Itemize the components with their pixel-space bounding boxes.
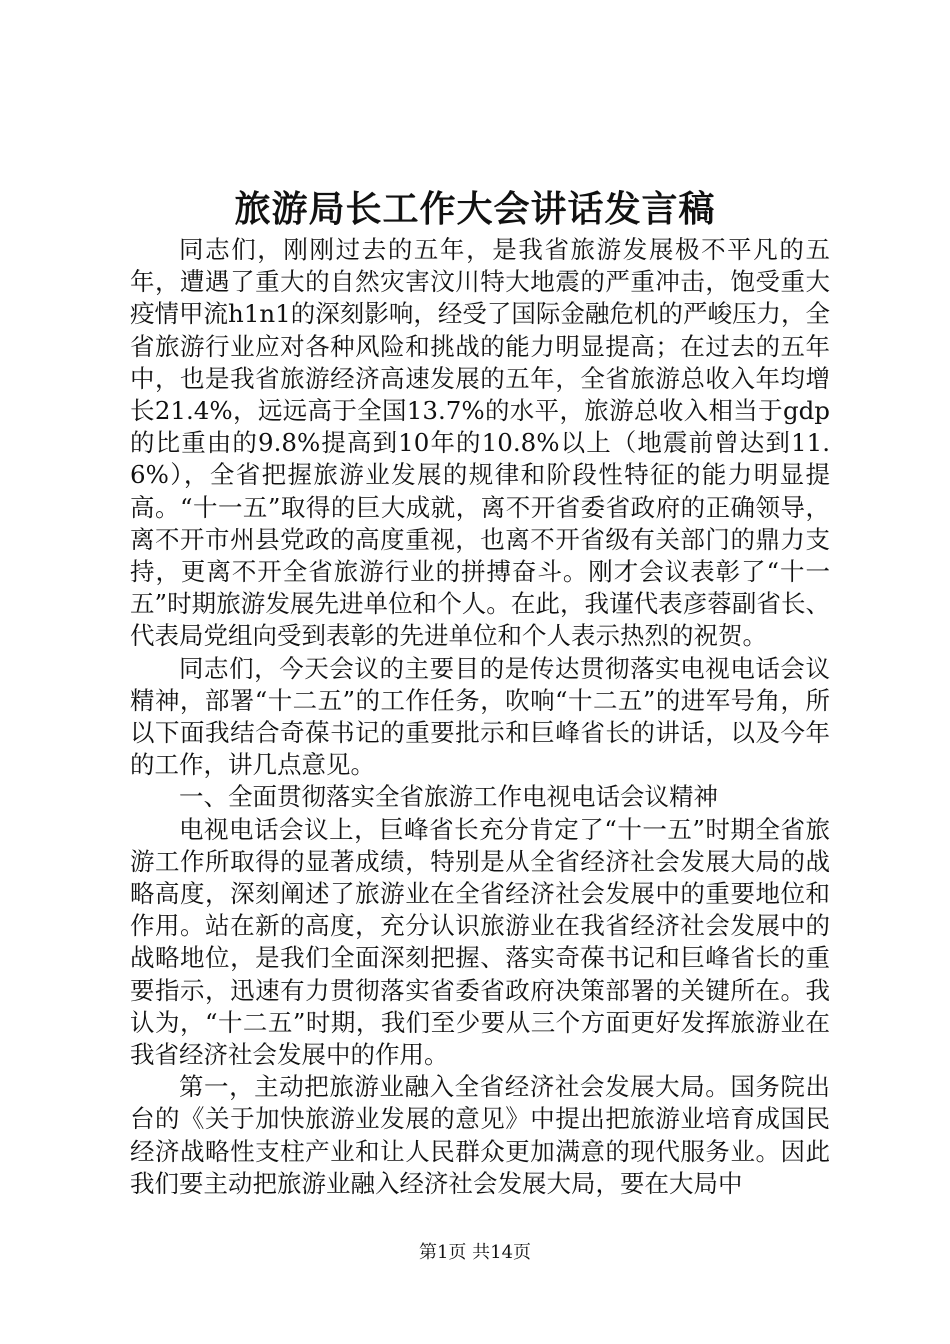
- section-heading-1: 一、全面贯彻落实全省旅游工作电视电话会议精神: [179, 782, 718, 812]
- document-body: [130, 234, 830, 1200]
- page-footer: 第1页 共14页: [418, 1242, 532, 1263]
- paragraph-section-1: 电视电话会议上，巨峰省长充分肯定了“十一五”时期全省旅游工作所取得的显著成绩，特别是从全省经济社会发展大局的战略高度，深刻阐述了旅游业在全省经济社会发展中的重要地位和作用。站在新的高度，充分认识旅游业在我省经济社会发展中的战略地位，是我们全面深刻把握、落实奇葆书记和巨峰省长的重要指示，迅速有力贯彻落实省委省政府决策部署的关键所在。我认为，“十二五”时期，我们至少要从三个方面更好发挥旅游业在我省经济社会发展中的作用。: [130, 814, 830, 1070]
- paragraph-first-point: 第一，主动把旅游业融入全省经济社会发展大局。国务院出台的《关于加快旅游业发展的意见》中提出把旅游业培育成国民经济战略性支柱产业和让人民群众更加满意的现代服务业。因此我们要主动把旅游业融入经济社会发展大局，要在大局中: [130, 1072, 830, 1198]
- paragraph-meeting-purpose: 同志们，今天会议的主要目的是传达贯彻落实电视电话会议精神，部署“十二五”的工作任务，吹响“十二五”的进军号角，所以下面我结合奇葆书记的重要批示和巨峰省长的讲话，以及今年的工作，讲几点意见。: [130, 653, 830, 780]
- paragraph-intro: 同志们，刚刚过去的五年，是我省旅游发展极不平凡的五年，遭遇了重大的自然灾害汶川特大地震的严重冲击，饱受重大疫情甲流h1n1的深刻影响，经受了国际金融危机的严峻压力，全省旅游行业应对各种风险和挑战的能力明显提高；在过去的五年中，也是我省旅游经济高速发展的五年，全省旅游总收入年均增长21.4%，远远高于全国13.7%的水平，旅游总收入相当于gdp的比重由的9.8%提高到10年的10.8%以上（地震前曾达到11.6%），全省把握旅游业发展的规律和阶段性特征的能力明显提高。“十一五”取得的巨大成就，离不开省委省政府的正确领导，离不开市州县党政的高度重视，也离不开省级有关部门的鼎力支持，更离不开全省旅游行业的拼搏奋斗。刚才会议表彰了“十一五”时期旅游发展先进单位和个人。在此，我谨代表彦蓉副省长、代表局党组向受到表彰的先进单位和个人表示热烈的祝贺。: [130, 235, 830, 651]
- document-title: 旅游局长工作大会讲话发言稿: [234, 188, 716, 230]
